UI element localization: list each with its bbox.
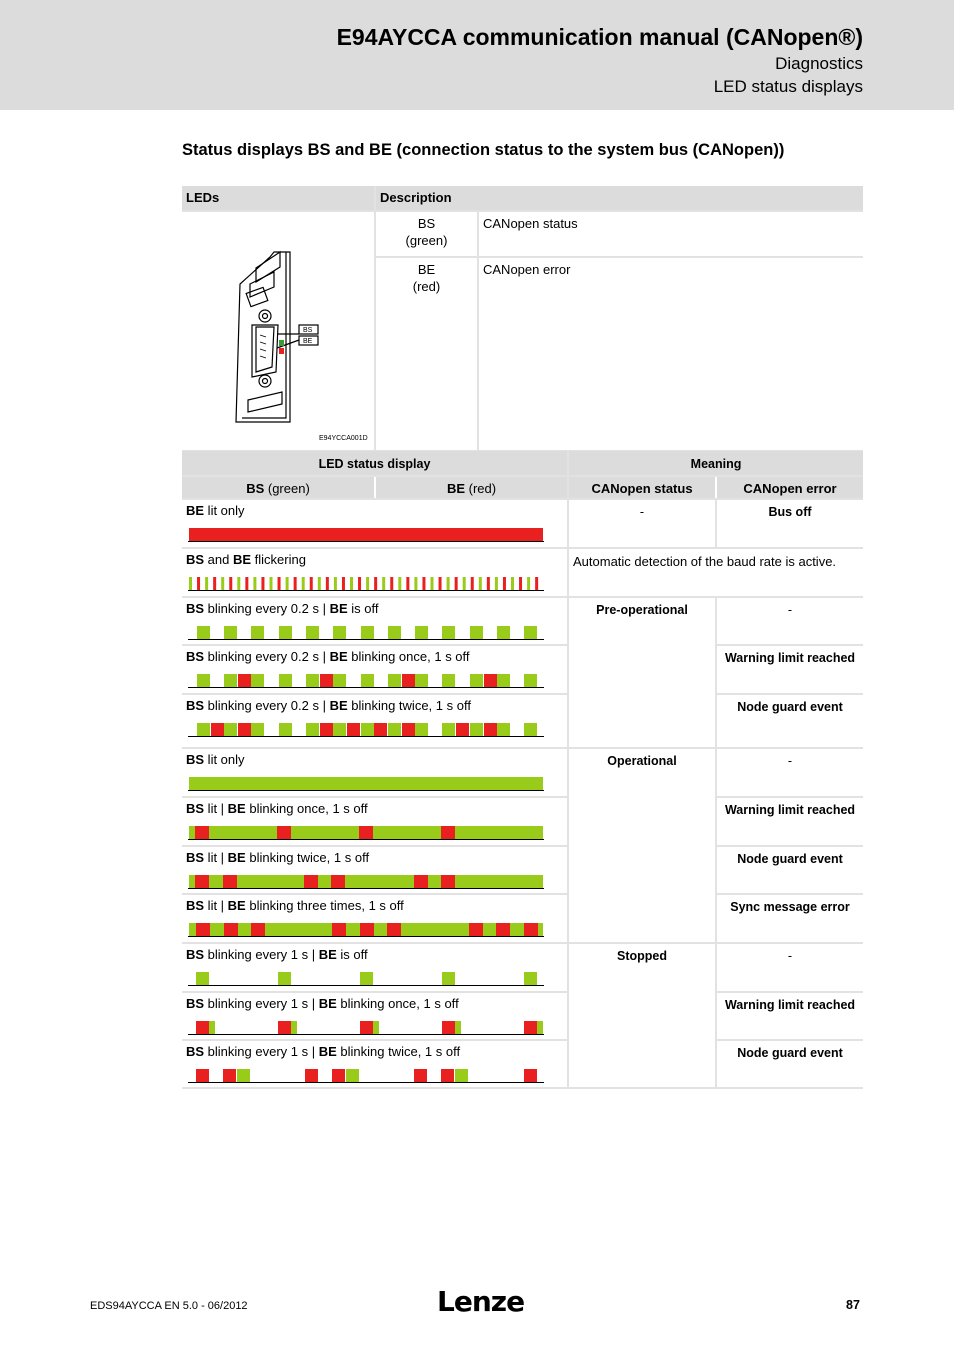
be-pulse — [374, 723, 387, 736]
bs-pulse — [415, 723, 428, 736]
bs-pulse — [455, 1021, 461, 1034]
error-cell: Warning limit reached — [716, 645, 863, 694]
bs-pulse — [479, 577, 482, 590]
be-pulse — [294, 577, 297, 590]
bs-pulse — [360, 972, 373, 985]
error-cell: Node guard event — [716, 694, 863, 748]
bs-pulse — [373, 1021, 379, 1034]
error-cell: Warning limit reached — [716, 992, 863, 1040]
bs-pulse — [189, 577, 192, 590]
be-pulse — [484, 723, 497, 736]
display-label: BS blinking every 1 s | BE is off — [186, 947, 368, 962]
be-pulse — [360, 1021, 373, 1034]
be-pulse — [331, 875, 345, 888]
bs-pulse — [527, 577, 530, 590]
display-label: BS and BE flickering — [186, 552, 306, 567]
display-label: BS lit | BE blinking twice, 1 s off — [186, 850, 370, 865]
bs-pulse — [197, 626, 210, 639]
bs-pulse — [279, 626, 292, 639]
bs-pulse — [253, 577, 256, 590]
display-label: BS blinking every 0.2 s | BE blinking once, 1 s off — [186, 649, 470, 664]
be-pulse — [189, 528, 543, 541]
timing-diagram — [188, 623, 550, 641]
bs-pulse — [224, 674, 237, 687]
bs-pulse — [495, 577, 498, 590]
be-pulse — [402, 723, 415, 736]
bs-pulse — [524, 674, 537, 687]
bs-pulse — [251, 723, 264, 736]
error-bus-off: Bus off — [716, 499, 863, 548]
error-cell: Sync message error — [716, 894, 863, 943]
bs-pulse — [524, 626, 537, 639]
display-row — [182, 499, 568, 548]
image-caption: E94YCCA001D — [319, 435, 368, 442]
display-row — [182, 597, 568, 645]
be-pulse — [211, 723, 224, 736]
be-pulse — [387, 923, 401, 936]
be-pulse — [197, 577, 200, 590]
be-pulse — [519, 577, 522, 590]
be-pulse — [496, 923, 510, 936]
bs-pulse — [291, 1021, 297, 1034]
be-pulse — [310, 577, 313, 590]
led-table-header-description: Description — [375, 186, 863, 211]
be-pulse — [326, 577, 329, 590]
be-pulse — [223, 875, 237, 888]
timing-diagram — [188, 920, 550, 938]
bs-pulse — [286, 577, 289, 590]
be-pulse — [390, 577, 393, 590]
bs-pulse — [237, 577, 240, 590]
section-title-header: LED status displays — [713, 77, 863, 96]
bs-pulse — [346, 1069, 359, 1082]
bs-pulse — [388, 674, 401, 687]
display-row — [182, 943, 568, 992]
display-row — [182, 1040, 568, 1088]
bs-pulse — [511, 577, 514, 590]
bs-pulse — [463, 577, 466, 590]
bs-pulse — [497, 674, 510, 687]
header-bs-green: BS (green) — [182, 476, 375, 499]
bs-pulse — [447, 577, 450, 590]
bs-pulse — [415, 626, 428, 639]
display-row — [182, 992, 568, 1040]
be-pulse — [305, 1069, 318, 1082]
bs-pulse — [221, 577, 224, 590]
be-pulse — [484, 674, 497, 687]
bs-callout: BS — [303, 327, 313, 334]
display-label: BS blinking every 0.2 s | BE is off — [186, 601, 379, 616]
bs-pulse — [415, 674, 428, 687]
timing-diagram — [188, 574, 550, 592]
be-pulse — [471, 577, 474, 590]
error-cell: - — [716, 597, 863, 645]
bs-pulse — [455, 1069, 468, 1082]
be-pulse — [342, 577, 345, 590]
be-pulse — [439, 577, 442, 590]
bs-pulse — [361, 674, 374, 687]
be-pulse — [414, 1069, 427, 1082]
bs-pulse — [398, 577, 401, 590]
be-pulse — [229, 577, 232, 590]
manual-title: E94AYCCA communication manual (CANopen®) — [336, 24, 863, 50]
led-be-name: BE — [417, 262, 436, 278]
bs-pulse — [524, 972, 537, 985]
be-pulse — [332, 923, 346, 936]
bs-pulse — [382, 577, 385, 590]
bs-pulse — [224, 723, 237, 736]
display-label: BS lit only — [186, 752, 245, 767]
bs-pulse — [497, 723, 510, 736]
be-pulse — [374, 577, 377, 590]
be-pulse — [358, 577, 361, 590]
bs-pulse — [388, 626, 401, 639]
status-operational: Operational — [568, 748, 716, 943]
bs-pulse — [237, 1069, 250, 1082]
error-cell: Warning limit reached — [716, 797, 863, 846]
bs-pulse — [414, 577, 417, 590]
meaning-baud-rate: Automatic detection of the baud rate is active. — [568, 548, 863, 597]
header-canopen-status: CANopen status — [568, 476, 716, 499]
timing-diagram — [188, 823, 550, 841]
bs-pulse — [366, 577, 369, 590]
display-row — [182, 694, 568, 748]
be-pulse — [251, 923, 265, 936]
display-row — [182, 894, 568, 943]
led-be-description: CANopen error — [478, 257, 863, 451]
led-bs-name: BS — [417, 216, 436, 231]
error-cell: Node guard event — [716, 846, 863, 894]
bs-pulse — [306, 723, 319, 736]
bs-pulse — [270, 577, 273, 590]
header-canopen-error: CANopen error — [716, 476, 863, 499]
header-meaning: Meaning — [568, 451, 863, 476]
bs-pulse — [537, 1021, 543, 1034]
led-bs-color: (green) — [405, 233, 448, 248]
be-pulse — [487, 577, 490, 590]
be-pulse — [455, 577, 458, 590]
bs-pulse — [442, 972, 455, 985]
be-pulse — [195, 826, 209, 839]
bs-pulse — [333, 674, 346, 687]
bs-pulse — [279, 674, 292, 687]
be-pulse — [196, 923, 210, 936]
be-pulse — [224, 923, 238, 936]
bs-pulse — [442, 723, 455, 736]
be-pulse — [414, 875, 428, 888]
be-pulse — [213, 577, 216, 590]
be-pulse — [320, 723, 333, 736]
bs-pulse — [442, 674, 455, 687]
be-pulse — [223, 1069, 236, 1082]
timing-diagram — [188, 969, 550, 987]
be-pulse — [278, 1021, 291, 1034]
display-label: BS blinking every 0.2 s | BE blinking twice, 1 s off — [186, 698, 471, 713]
be-pulse — [441, 1069, 454, 1082]
bs-pulse — [361, 723, 374, 736]
bs-pulse — [470, 723, 483, 736]
led-table — [182, 186, 863, 452]
be-pulse — [304, 875, 318, 888]
status-table — [182, 451, 863, 1089]
display-row — [182, 548, 568, 597]
bs-pulse — [431, 577, 434, 590]
be-pulse — [441, 826, 455, 839]
bs-pulse — [388, 723, 401, 736]
be-pulse — [332, 1069, 345, 1082]
bs-pulse — [196, 972, 209, 985]
display-label: BS lit | BE blinking three times, 1 s off — [186, 898, 404, 913]
led-table-header-leds: LEDs — [182, 186, 375, 211]
bs-pulse — [224, 626, 237, 639]
section-heading: Status displays BS and BE (connection status to the system bus (CANopen)) — [182, 141, 785, 159]
bs-pulse — [279, 723, 292, 736]
display-row — [182, 645, 568, 694]
be-pulse — [524, 1069, 537, 1082]
status-pre-operational: Pre-operational — [568, 597, 716, 748]
page-header — [0, 0, 954, 110]
be-pulse — [196, 1021, 209, 1034]
bs-pulse — [306, 674, 319, 687]
bs-pulse — [361, 626, 374, 639]
error-cell: Node guard event — [716, 1040, 863, 1088]
be-pulse — [422, 577, 425, 590]
document-id: EDS94AYCCA EN 5.0 - 06/2012 — [90, 1300, 248, 1312]
display-row — [182, 846, 568, 894]
timing-diagram — [188, 525, 550, 543]
timing-diagram — [188, 720, 550, 738]
bs-pulse — [197, 674, 210, 687]
timing-diagram — [188, 1066, 550, 1084]
be-pulse — [238, 723, 251, 736]
bs-pulse — [205, 577, 208, 590]
bs-pulse — [442, 626, 455, 639]
bs-pulse — [189, 875, 543, 888]
be-callout: BE — [303, 338, 313, 345]
be-pulse — [469, 923, 483, 936]
bs-pulse — [302, 577, 305, 590]
be-pulse — [277, 826, 291, 839]
chapter-title: Diagnostics — [775, 54, 863, 73]
bs-pulse — [278, 972, 291, 985]
be-pulse — [535, 577, 538, 590]
be-pulse — [196, 1069, 209, 1082]
bs-pulse — [470, 674, 483, 687]
bs-pulse — [189, 777, 543, 790]
led-be-color: (red) — [412, 279, 441, 295]
be-pulse — [278, 577, 281, 590]
module-illustration — [182, 212, 373, 448]
bs-pulse — [209, 1021, 215, 1034]
error-cell: - — [716, 748, 863, 797]
lenze-logo: Lenze — [437, 1285, 525, 1318]
be-pulse — [360, 923, 374, 936]
display-label: BS blinking every 1 s | BE blinking twice, 1 s off — [186, 1044, 461, 1059]
be-pulse — [238, 674, 251, 687]
be-pulse — [441, 875, 455, 888]
timing-diagram — [188, 1018, 550, 1036]
be-pulse — [320, 674, 333, 687]
be-pulse — [359, 826, 373, 839]
display-label: BS lit | BE blinking once, 1 s off — [186, 801, 368, 816]
be-pulse — [503, 577, 506, 590]
error-cell: - — [716, 943, 863, 992]
bs-pulse — [497, 626, 510, 639]
bs-pulse — [350, 577, 353, 590]
display-label: BS blinking every 1 s | BE blinking once, 1 s off — [186, 996, 459, 1011]
be-pulse — [402, 674, 415, 687]
led-bs-description: CANopen status — [478, 211, 863, 257]
display-row — [182, 797, 568, 846]
be-pulse — [456, 723, 469, 736]
be-pulse — [347, 723, 360, 736]
be-pulse — [406, 577, 409, 590]
be-pulse — [261, 577, 264, 590]
bs-pulse — [318, 577, 321, 590]
module-illustration-cell — [182, 211, 375, 451]
led-bs-cell — [375, 211, 478, 257]
bs-pulse — [306, 626, 319, 639]
be-pulse — [195, 875, 209, 888]
display-label: BE lit only — [186, 503, 245, 518]
bs-pulse — [524, 723, 537, 736]
bs-pulse — [197, 723, 210, 736]
be-pulse — [524, 1021, 537, 1034]
bs-pulse — [333, 626, 346, 639]
timing-diagram — [188, 671, 550, 689]
be-pulse — [524, 923, 538, 936]
timing-diagram — [188, 872, 550, 890]
timing-diagram — [188, 774, 550, 792]
bs-pulse — [251, 674, 264, 687]
led-be-cell — [375, 257, 478, 451]
status-bus-off: - — [568, 499, 716, 548]
bs-pulse — [251, 626, 264, 639]
status-stopped: Stopped — [568, 943, 716, 1088]
header-led-status-display: LED status display — [182, 451, 568, 476]
header-be-red: BE (red) — [375, 476, 568, 499]
bs-pulse — [470, 626, 483, 639]
bs-pulse — [333, 723, 346, 736]
page-number: 87 — [846, 1298, 860, 1312]
be-pulse — [245, 577, 248, 590]
bs-pulse — [334, 577, 337, 590]
be-pulse — [442, 1021, 455, 1034]
display-row — [182, 748, 568, 797]
